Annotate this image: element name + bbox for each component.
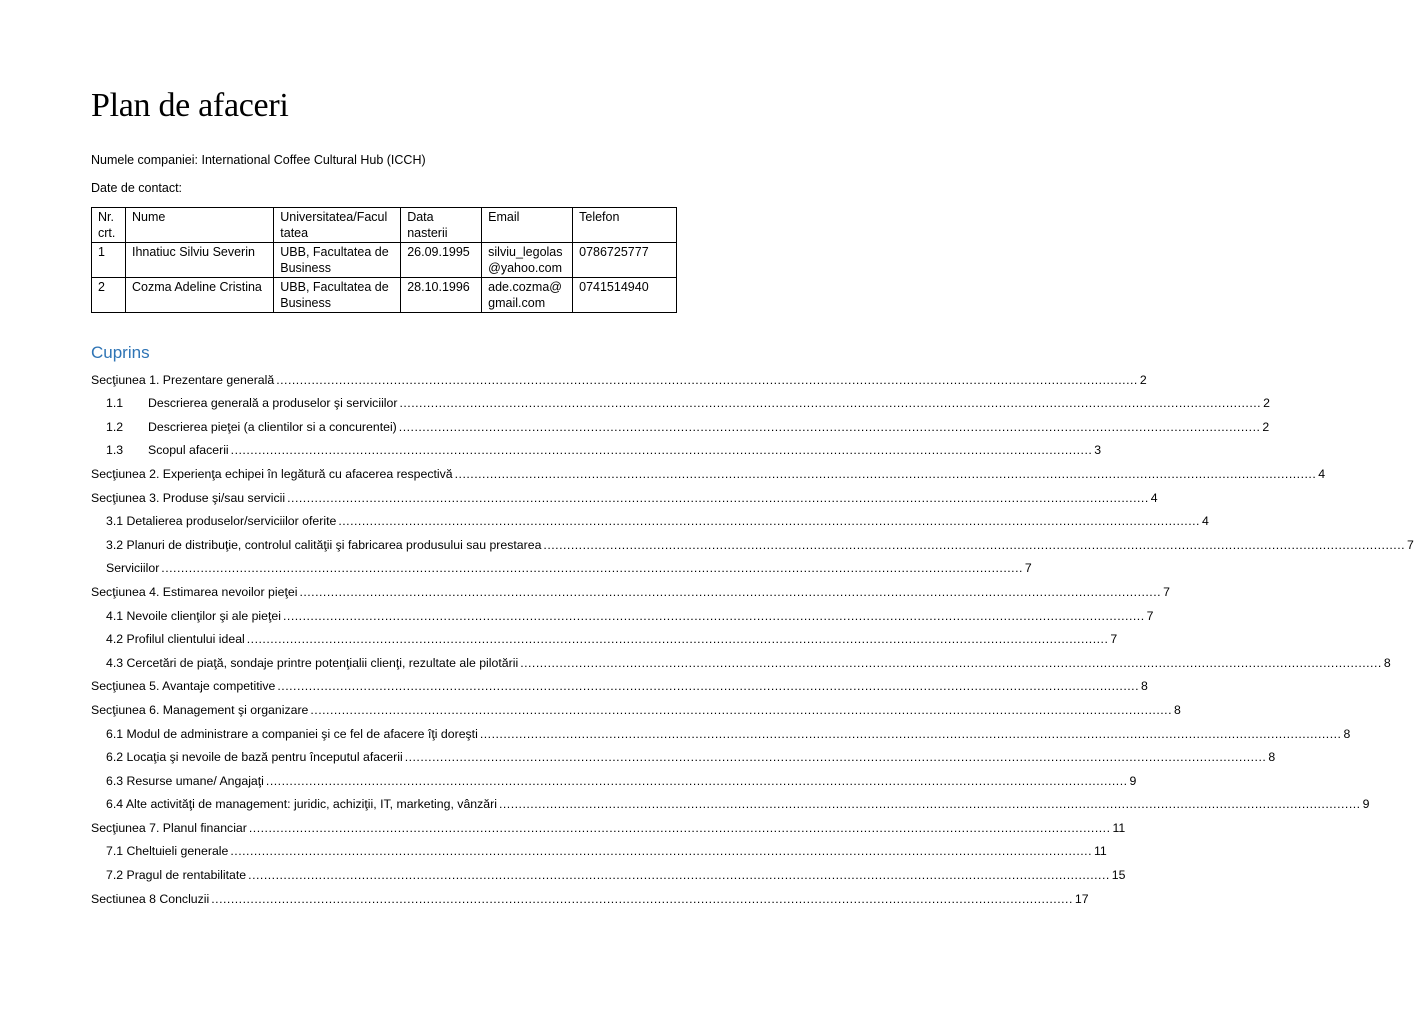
toc-entry-page: 8: [1268, 750, 1276, 765]
toc-entry-page: 7: [1024, 561, 1032, 576]
table-header-cell: Nume: [125, 208, 273, 243]
toc-entry-page: 7: [1110, 632, 1118, 647]
toc-entry-text: 7.1 Cheltuieli generale: [106, 844, 229, 859]
toc-leader-dots: ............................................................................................................................................................................................................................: [230, 443, 1093, 458]
toc-entry-text: 3.1 Detalierea produselor/serviciilor oferite: [106, 514, 337, 529]
toc-entry-text: Secţiunea 1. Prezentare generală: [91, 372, 275, 387]
toc-entry[interactable]: [91, 388, 1270, 412]
toc-entry[interactable]: [91, 789, 1370, 813]
toc-entry-text: Descrierea generală a produselor şi serviciilor: [148, 396, 398, 411]
table-cell: 0741514940: [573, 278, 677, 313]
toc-entry-text: Secţiunea 6. Management şi organizare: [91, 702, 309, 717]
table-cell: 2: [92, 278, 126, 313]
toc-entry-page: 8: [1140, 679, 1148, 694]
toc-leader-dots: ............................................................................................................................................................................................................................: [299, 584, 1162, 599]
toc-entry-page: 8: [1174, 702, 1181, 717]
toc-entry[interactable]: [91, 435, 1102, 459]
toc-entry-text: Secţiunea 3. Produse şi/sau servicii: [91, 490, 286, 505]
toc-entry[interactable]: [91, 364, 1147, 388]
toc-entry-text: 7.2 Pragul de rentabilitate: [106, 868, 247, 883]
toc-leader-dots: ............................................................................................................................................................................................................................: [277, 679, 1139, 694]
table-cell: Ihnatiuc Silviu Severin: [125, 243, 273, 278]
table-cell: 0786725777: [573, 243, 677, 278]
toc-entry-page: 8: [1383, 655, 1391, 670]
toc-entry[interactable]: [91, 883, 1089, 907]
toc-entry-number: 1.3: [106, 443, 124, 458]
toc-leader-dots: ............................................................................................................................................................................................................................: [520, 655, 1382, 670]
table-header-cell: Telefon: [573, 208, 677, 243]
toc-entry-text: 6.3 Resurse umane/ Angajaţi: [106, 773, 264, 788]
toc-entry[interactable]: [91, 482, 1158, 506]
table-header-cell: Data nasterii: [401, 208, 482, 243]
table-header-cell: Universitatea/Facul tatea: [274, 208, 401, 243]
toc-entry[interactable]: [91, 411, 1270, 435]
toc-entry-number: 1.2: [106, 419, 124, 434]
table-cell: UBB, Facultatea de Business: [274, 278, 401, 313]
toc-entry[interactable]: [91, 836, 1107, 860]
table-row: [92, 278, 677, 313]
table-cell: silviu_legolas @yahoo.com: [482, 243, 573, 278]
toc-entry[interactable]: [91, 529, 1414, 553]
toc-entry[interactable]: [91, 647, 1391, 671]
toc-entry[interactable]: [91, 553, 1032, 577]
toc-entry-text: Descrierea pieţei (a clientilor si a concurentei): [148, 419, 397, 434]
toc-entry[interactable]: [91, 600, 1154, 624]
toc-leader-dots: ............................................................................................................................................................................................................................: [543, 537, 1406, 552]
toc-entry-page: 2: [1263, 396, 1270, 411]
table-header-cell: Email: [482, 208, 573, 243]
table-cell: ade.cozma@ gmail.com: [482, 278, 573, 313]
toc-entry[interactable]: [91, 812, 1126, 836]
toc-heading: Cuprins: [91, 343, 150, 362]
toc-entry[interactable]: [91, 576, 1170, 600]
table-cell: 28.10.1996: [401, 278, 482, 313]
toc-entry-page: 17: [1074, 891, 1089, 906]
toc-entry[interactable]: [91, 458, 1326, 482]
toc-entry[interactable]: [91, 765, 1137, 789]
table-of-contents: [91, 364, 1414, 907]
toc-entry-page: 2: [1139, 372, 1147, 387]
toc-entry-text: Secţiunea 5. Avantaje competitive: [91, 679, 276, 694]
contacts-table: [91, 207, 677, 313]
toc-entry-page: 9: [1362, 797, 1370, 812]
toc-entry-text: Sectiunea 8 Concluzii: [91, 891, 210, 906]
toc-leader-dots: ............................................................................................................................................................................................................................: [248, 820, 1111, 835]
toc-entry-text: Serviciilor: [106, 561, 160, 576]
toc-entry-text: 4.3 Cercetări de piaţă, sondaje printre potenţialii clienţi, rezultate ale pilotării: [106, 655, 519, 670]
toc-entry-page: 3: [1094, 443, 1102, 458]
toc-entry-page: 4: [1201, 514, 1209, 529]
table-cell: 1: [92, 243, 126, 278]
toc-entry-page: 9: [1129, 773, 1137, 788]
toc-leader-dots: ............................................................................................................................................................................................................................: [479, 726, 1342, 741]
contact-label: Date de contact:: [91, 181, 183, 195]
toc-entry-text: 6.2 Locaţia şi nevoile de bază pentru începutul afacerii: [106, 750, 403, 765]
toc-entry-text: 6.4 Alte activităţi de management: juridic, achiziţii, IT, marketing, vânzări: [106, 797, 497, 812]
toc-entry-text: 4.1 Nevoile clienţilor şi ale pieţei: [106, 608, 281, 623]
toc-leader-dots: ............................................................................................................................................................................................................................: [276, 372, 1138, 387]
toc-entry[interactable]: [91, 624, 1118, 648]
toc-entry-page: 11: [1094, 844, 1107, 859]
toc-entry-page: 15: [1111, 868, 1126, 883]
toc-entry-text: Secţiunea 2. Experienţa echipei în legătură cu afacerea respectivă: [91, 466, 453, 481]
toc-entry[interactable]: [91, 718, 1351, 742]
toc-entry-page: 4: [1318, 466, 1326, 481]
toc-entry-page: 7: [1163, 584, 1170, 599]
table-row: [92, 243, 677, 278]
toc-leader-dots: ............................................................................................................................................................................................................................: [338, 514, 1200, 529]
toc-entry-text: Scopul afacerii: [148, 443, 229, 458]
toc-entry-text: 3.2 Planuri de distribuţie, controlul calităţii şi fabricarea produsului sau prestarea: [106, 537, 542, 552]
toc-entry-page: 4: [1150, 490, 1158, 505]
toc-entry[interactable]: [91, 742, 1276, 766]
toc-entry[interactable]: [91, 859, 1126, 883]
table-cell: Cozma Adeline Cristina: [125, 278, 273, 313]
toc-leader-dots: ............................................................................................................................................................................................................................: [246, 632, 1109, 647]
toc-leader-dots: ............................................................................................................................................................................................................................: [398, 419, 1261, 434]
table-cell: 26.09.1995: [401, 243, 482, 278]
toc-entry[interactable]: [91, 506, 1209, 530]
toc-leader-dots: ............................................................................................................................................................................................................................: [211, 891, 1073, 906]
toc-entry-page: 2: [1262, 419, 1270, 434]
toc-entry-text: 4.2 Profilul clientului ideal: [106, 632, 245, 647]
document-title: Plan de afaceri: [91, 87, 289, 124]
table-header-row: [92, 208, 677, 243]
toc-leader-dots: ............................................................................................................................................................................................................................: [399, 396, 1262, 411]
toc-entry[interactable]: [91, 694, 1181, 718]
table-header-cell: Nr. crt.: [92, 208, 126, 243]
toc-leader-dots: ............................................................................................................................................................................................................................: [287, 490, 1149, 505]
toc-entry-text: Secţiunea 7. Planul financiar: [91, 820, 247, 835]
toc-leader-dots: ............................................................................................................................................................................................................................: [282, 608, 1145, 623]
toc-leader-dots: ............................................................................................................................................................................................................................: [310, 702, 1173, 717]
toc-entry-text: Secţiunea 4. Estimarea nevoilor pieţei: [91, 584, 298, 599]
toc-entry-page: 7: [1146, 608, 1154, 623]
toc-entry-text: 6.1 Modul de administrare a companiei şi ce fel de afacere îţi doreşti: [106, 726, 478, 741]
toc-leader-dots: ............................................................................................................................................................................................................................: [454, 466, 1317, 481]
toc-leader-dots: ............................................................................................................................................................................................................................: [498, 797, 1361, 812]
toc-entry[interactable]: [91, 671, 1148, 695]
toc-leader-dots: ............................................................................................................................................................................................................................: [161, 561, 1023, 576]
toc-leader-dots: ............................................................................................................................................................................................................................: [265, 773, 1128, 788]
company-name-line: Numele companiei: International Coffee Cultural Hub (ICCH): [91, 153, 426, 167]
toc-leader-dots: ............................................................................................................................................................................................................................: [248, 868, 1110, 883]
toc-entry-page: 7: [1407, 537, 1414, 552]
toc-entry-number: 1.1: [106, 396, 124, 411]
toc-entry-page: 8: [1343, 726, 1351, 741]
toc-entry-page: 11: [1112, 820, 1126, 835]
table-cell: UBB, Facultatea de Business: [274, 243, 401, 278]
toc-leader-dots: ............................................................................................................................................................................................................................: [230, 844, 1092, 859]
toc-leader-dots: ............................................................................................................................................................................................................................: [404, 750, 1267, 765]
